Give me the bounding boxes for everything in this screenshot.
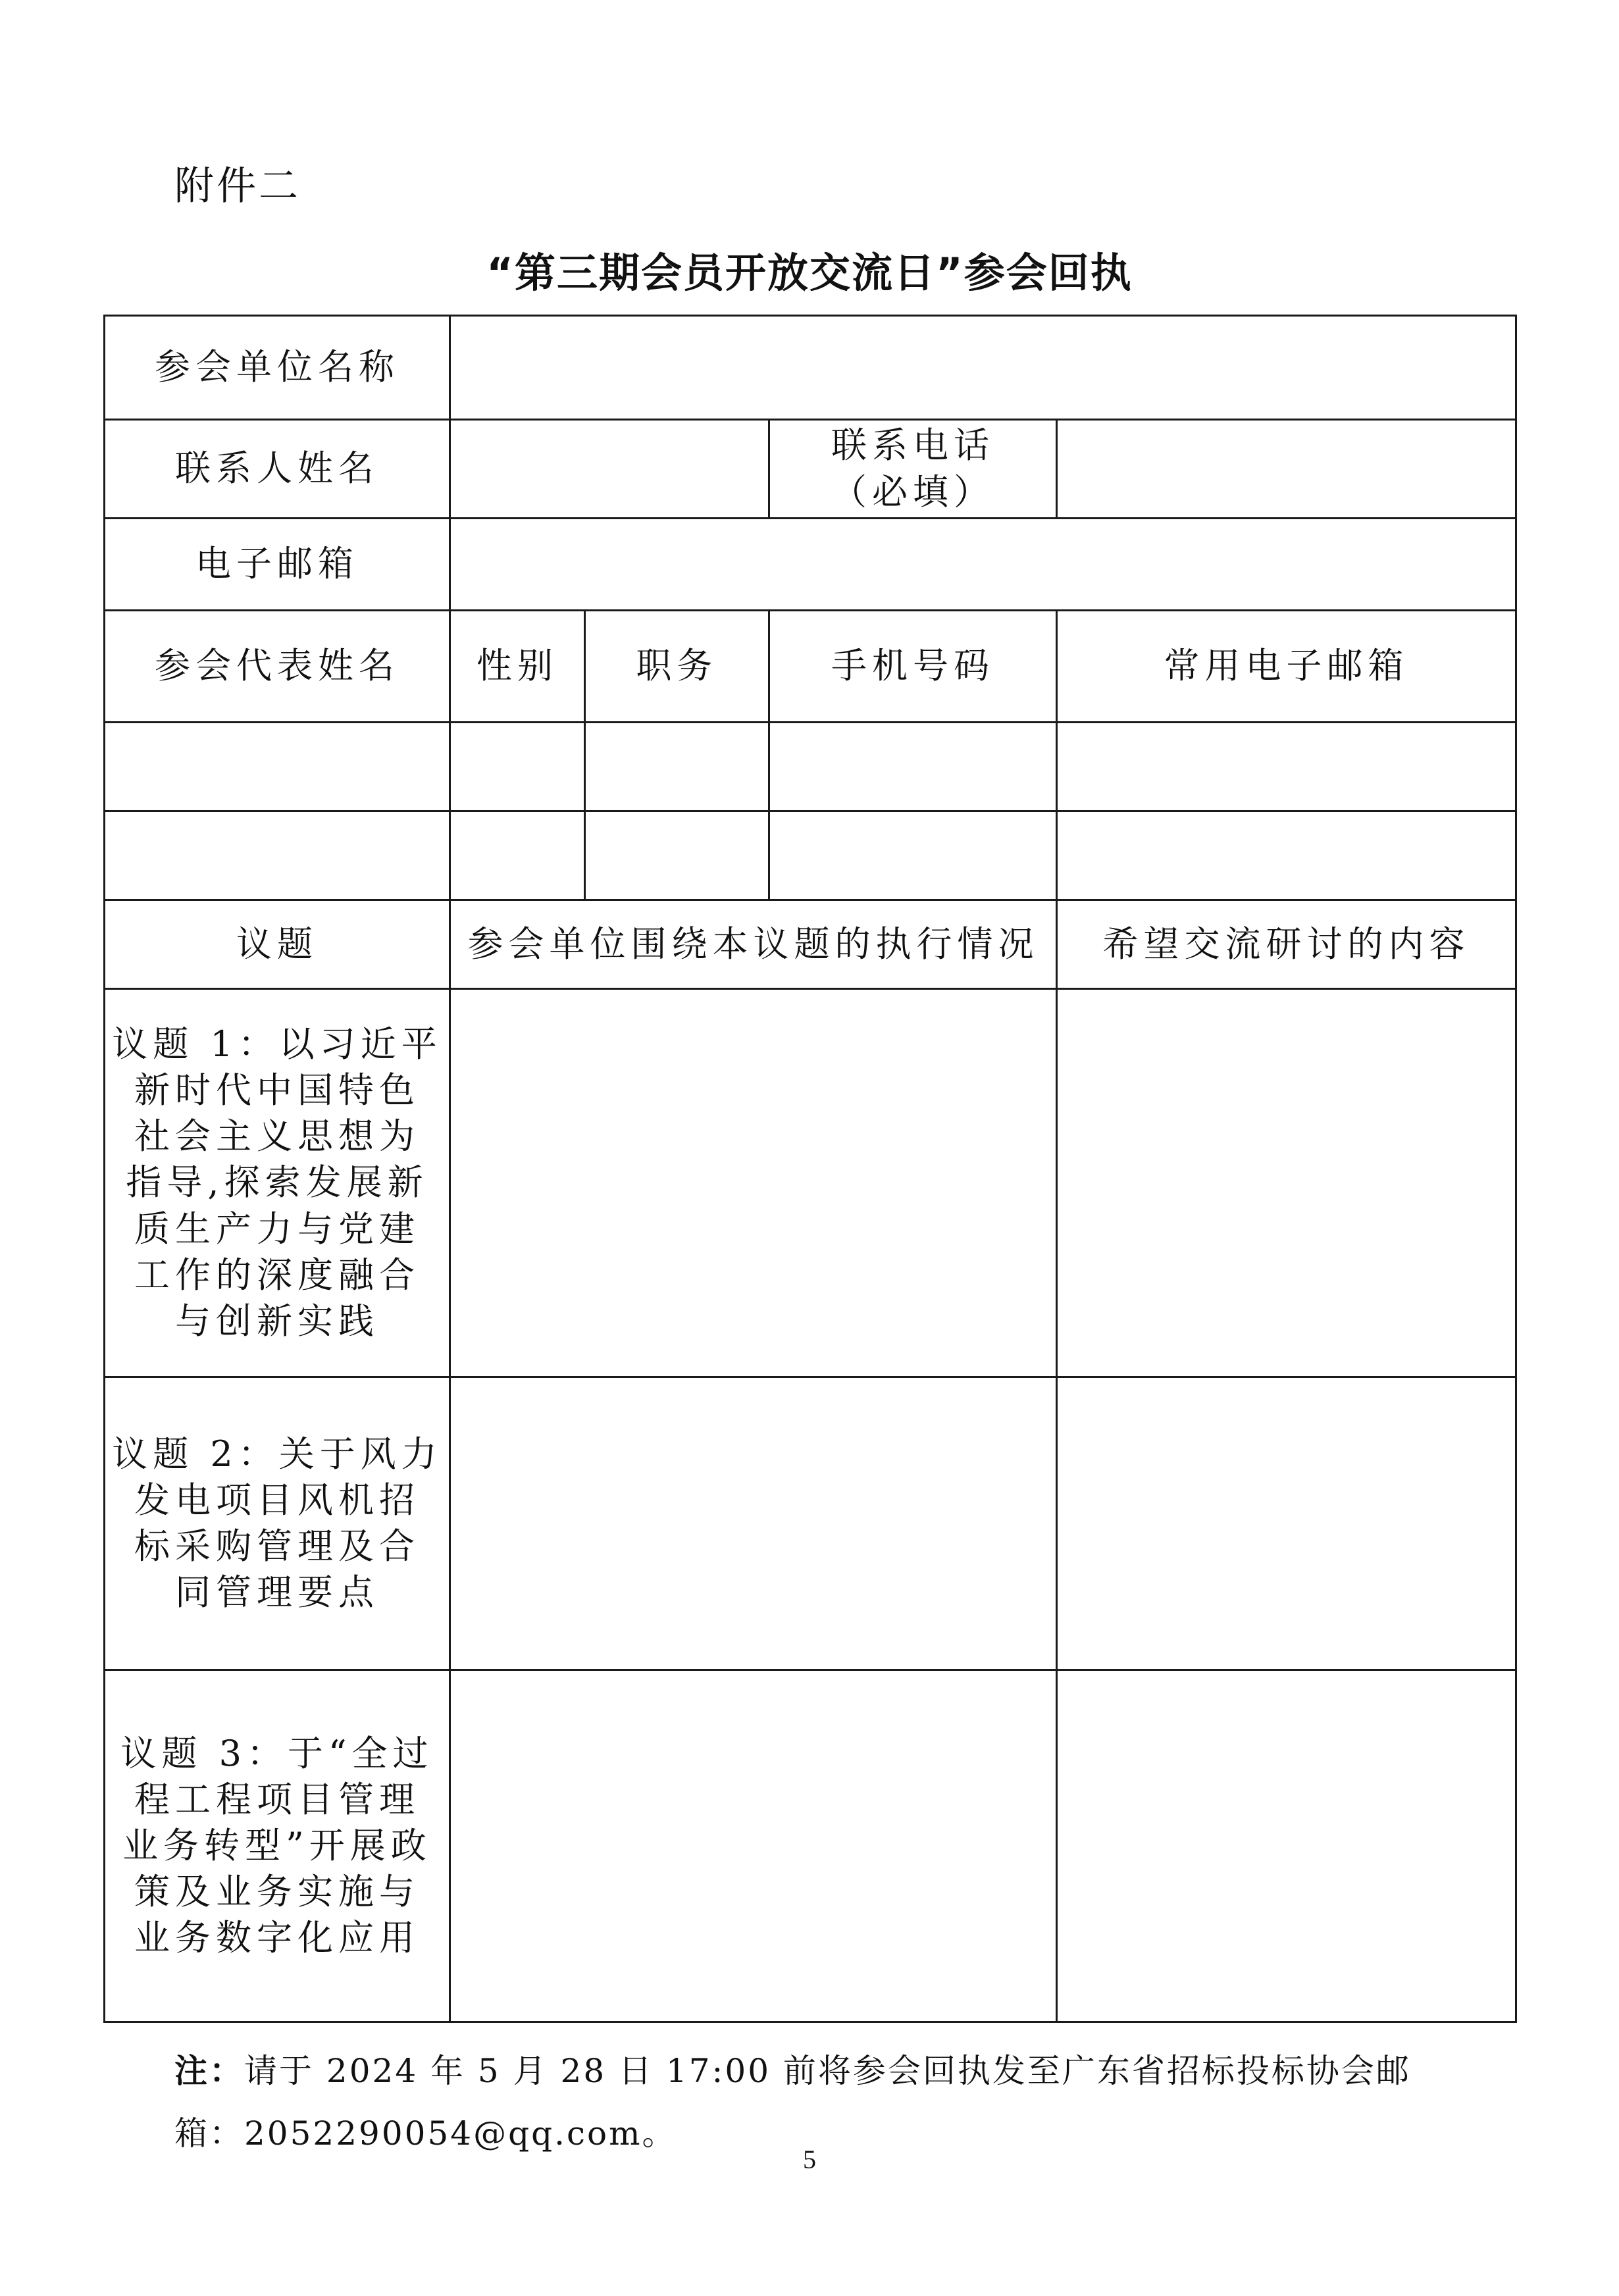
topic-1-label [105,989,450,1377]
topic-2-label [105,1377,450,1670]
email-label: 电子邮箱 [105,519,450,611]
email-field[interactable] [450,519,1516,611]
topic-line: 发电项目风机招 [134,1479,420,1521]
note-text: 请于 2024 年 5 月 28 日 17:00 前将参会回执发至广东省招标投标协会邮箱：2052290054@qq.com。 [174,2052,1411,2153]
attachment-label: 附件二 [174,163,301,209]
rep-row [105,723,1516,811]
topic-header-execution: 参会单位围绕本议题的执行情况 [450,900,1057,989]
topic-2-discussion-field[interactable] [1057,1377,1516,1670]
contact-phone-label-line1: 联系电话 [831,424,994,467]
topic-line: 质生产力与党建 [134,1208,420,1250]
topic-line: 指导,探索发展新 [126,1161,428,1204]
rep-gender-field[interactable] [450,811,585,900]
rep-email-field[interactable] [1057,723,1516,811]
contact-phone-label-line2: （必填） [831,471,994,513]
rep-header-name: 参会代表姓名 [105,611,450,723]
topic-line: 业务转型”开展政 [122,1824,432,1866]
topic-line: 与创新实践 [175,1300,379,1342]
topic-1-execution-field[interactable] [450,989,1057,1377]
topic-row-1 [105,989,1516,1377]
topic-line: 业务数字化应用 [134,1917,420,1959]
topic-line: 同管理要点 [175,1571,379,1614]
rep-name-field[interactable] [105,811,450,900]
topic-row-2 [105,1377,1516,1670]
registration-form-table [103,315,1517,2023]
contact-phone-label [769,420,1057,519]
topic-line: 议题 1：以习近平 [112,1023,442,1065]
topic-line: 工作的深度融合 [134,1254,420,1296]
rep-row [105,811,1516,900]
org-name-row [105,316,1516,420]
org-name-label: 参会单位名称 [105,316,450,420]
rep-header-row [105,611,1516,723]
rep-header-mobile: 手机号码 [769,611,1057,723]
rep-position-field[interactable] [585,723,769,811]
rep-header-gender: 性别 [450,611,585,723]
note-label: 注： [174,2052,244,2090]
topic-header-row [105,900,1516,989]
topic-line: 议题 3：于“全过 [120,1732,434,1774]
contact-name-field[interactable] [450,420,769,519]
rep-header-email: 常用电子邮箱 [1057,611,1516,723]
org-name-field[interactable] [450,316,1516,420]
contact-phone-field[interactable] [1057,420,1516,519]
topic-1-discussion-field[interactable] [1057,989,1516,1377]
topic-header-topic: 议题 [105,900,450,989]
topic-line: 程工程项目管理 [134,1778,420,1820]
topic-header-discussion: 希望交流研讨的内容 [1057,900,1516,989]
page-number: 5 [803,2145,816,2174]
topic-line: 策及业务实施与 [134,1871,420,1913]
rep-mobile-field[interactable] [769,723,1057,811]
email-row [105,519,1516,611]
rep-mobile-field[interactable] [769,811,1057,900]
rep-name-field[interactable] [105,723,450,811]
topic-2-execution-field[interactable] [450,1377,1057,1670]
topic-3-discussion-field[interactable] [1057,1670,1516,2022]
rep-email-field[interactable] [1057,811,1516,900]
topic-line: 新时代中国特色 [134,1069,420,1111]
contact-name-label: 联系人姓名 [105,420,450,519]
rep-header-position: 职务 [585,611,769,723]
rep-gender-field[interactable] [450,723,585,811]
form-title: “第三期会员开放交流日”参会回执 [486,249,1133,297]
topic-line: 社会主义思想为 [134,1115,420,1158]
topic-row-3 [105,1670,1516,2022]
contact-row [105,420,1516,519]
topic-line: 标采购管理及合 [134,1525,420,1567]
topic-line: 议题 2：关于风力 [112,1433,442,1475]
rep-position-field[interactable] [585,811,769,900]
topic-3-execution-field[interactable] [450,1670,1057,2022]
topic-3-label [105,1670,450,2022]
